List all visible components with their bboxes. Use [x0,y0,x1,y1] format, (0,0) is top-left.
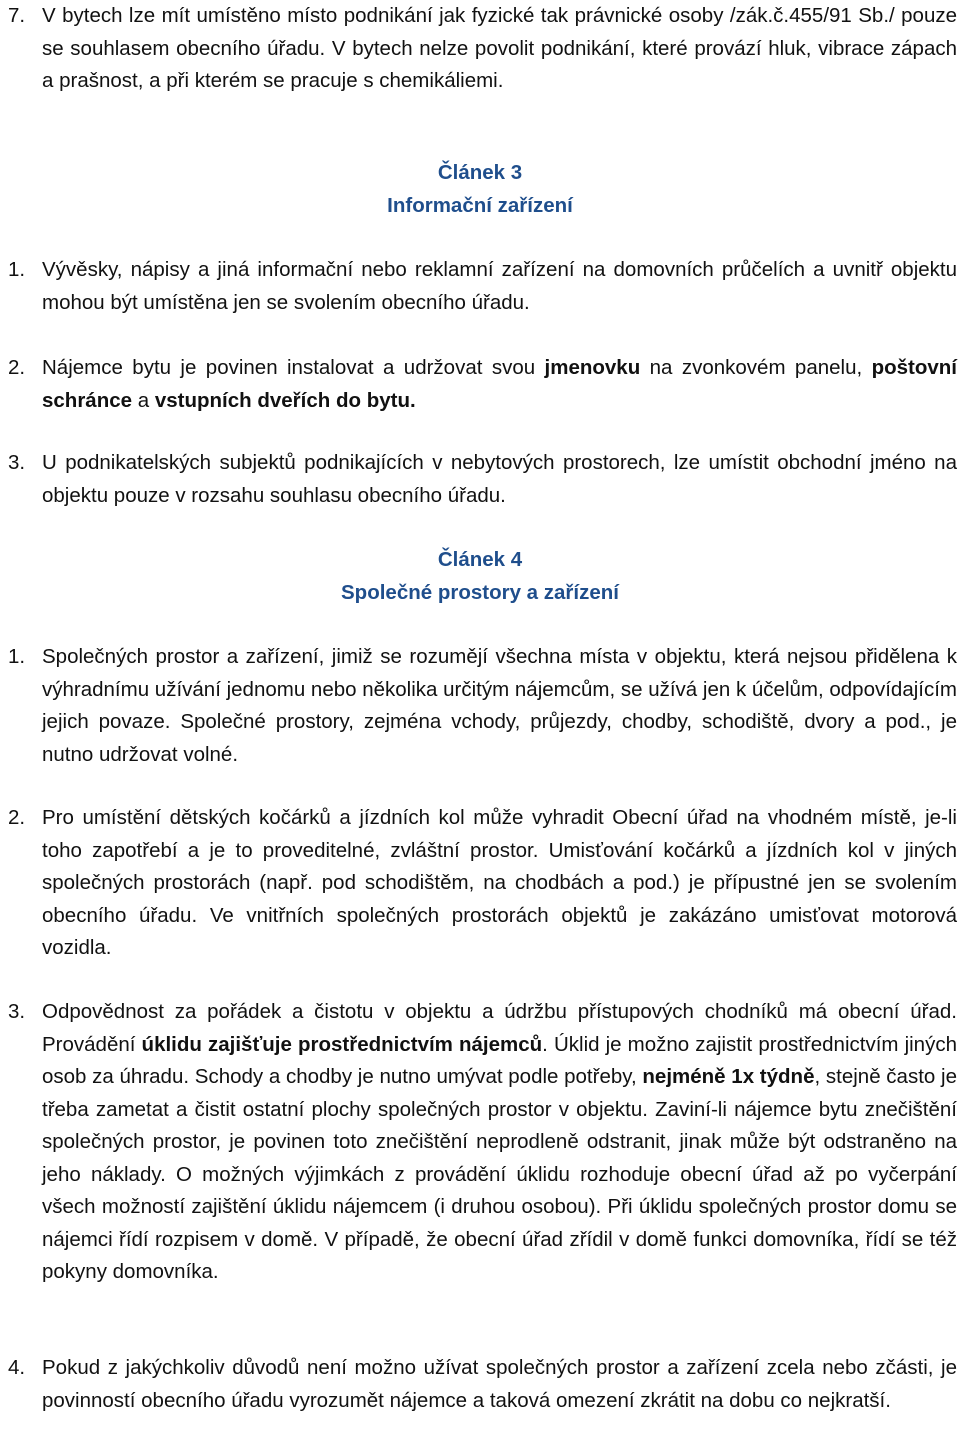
article-3-subtitle: Informační zařízení [387,194,573,217]
article-4-paragraph-2 [8,802,957,965]
text-run: na zvonkovém panelu, [640,356,872,379]
bold-text: nejméně 1x týdně [642,1065,815,1088]
article-3-paragraph-2 [8,352,957,417]
paragraph-number: 1. [8,645,26,668]
bold-text: jmenovku [544,356,641,379]
paragraph-number: 2. [8,356,26,379]
paragraph-number: 3. [8,1000,26,1023]
text-run: a [132,388,155,412]
article-4-paragraph-4 [8,1352,957,1417]
paragraph-number: 4. [8,1356,26,1379]
paragraph-number: 2. [8,806,26,829]
bold-text: poštovní schránce [42,356,957,412]
paragraph-text: Společných prostor a zařízení, jimiž se rozumějí všechna místa v objektu, která nejsou přidělena k výhradnímu užívání jednomu nebo několika určitým nájemcům, se užívá jen k účelům, odpovídajícím jejich povaze. Společné prostory, zejména vchody, průjezdy, chodby, schodiště, dvory a pod., je nutno udržovat volné. [42,645,957,766]
bold-text: úklidu zajišťuje prostřednictvím nájemců [141,1032,543,1056]
text-run: Odpovědnost za pořádek a čistotu v objektu a údržbu přístupových chodníků má obecní úřad. Provádění [42,1000,957,1056]
paragraph-text: U podnikatelských subjektů podnikajících v nebytových prostorech, lze umístit obchodní jméno na objektu pouze v rozsahu souhlasu obecního úřadu. [42,451,957,507]
text-run: Nájemce bytu je povinen instalovat a udržovat svou [42,356,545,379]
paragraph-number: 3. [8,451,26,474]
paragraph-number: 1. [8,258,26,281]
article-3-title: Článek 3 [437,161,523,184]
paragraph-text: Pokud z jakýchkoliv důvodů není možno užívat společných prostor a zařízení zcela nebo zčásti, je povinností obecního úřadu vyrozumět nájemce a taková omezení zkrátit na dobu co nejkratší. [42,1356,957,1412]
paragraph-7 [8,0,957,98]
paragraph-number: 7. [8,4,26,27]
paragraph-text: Vývěsky, nápisy a jiná informační nebo reklamní zařízení na domovních průčelích a uvnitř objektu mohou být umístěna jen se svolením obecního úřadu. [42,258,957,314]
paragraph-text [42,996,957,1289]
article-4-subtitle: Společné prostory a zařízení [341,581,619,604]
paragraph-text: Pro umístění dětských kočárků a jízdních kol může vyhradit Obecní úřad na vhodném místě, je-li toho zapotřebí a je to proveditelné, zvláštní prostor. Umisťování kočárků a jízdních kol v jiných společných prostorách (např. pod schodištěm, na chodbách a pod.) je přípustné jen se svolením obecního úřadu. Ve vnitřních společných prostorách objektů je zakázáno umisťovat motorová vozidla. [42,806,957,959]
text-run: . Úklid je možno zajistit prostřednictvím jiných osob za úhradu. Schody a chodby je nutno umývat podle potřeby, [42,1032,957,1088]
paragraph-text: V bytech lze mít umístěno místo podnikání jak fyzické tak právnické osoby /zák.č.455/91 Sb./ pouze se souhlasem obecního úřadu. V bytech nelze povolit podnikání, které provází hluk, vibrace zápach a prašnost, a při kterém se pracuje s chemikáliemi. [42,4,957,92]
article-4-paragraph-1 [8,641,957,771]
bold-text: vstupních dveřích do bytu. [154,388,416,412]
text-run: , stejně často je třeba zametat a čistit ostatní plochy společných prostor v objektu. Zaviní-li nájemce bytu znečištění společných prostor, je povinen toto znečištění neprodleně odstranit, jinak může být odstraněno na jeho náklady. O možných výjimkách z provádění úklidu rozhoduje obecní úřad až po vyčerpání všech možností zajištění úklidu nájemcem (i druhou osobou). Při úklidu společných prostor domu se nájemci řídí rozpisem v domě. V případě, že obecní úřad zřídil v domě funkci domovníka, řídí se též pokyny domovníka. [42,1065,957,1283]
article-3-paragraph-1 [8,254,957,319]
article-3-paragraph-3 [8,447,957,512]
paragraph-text [42,352,957,417]
article-4-paragraph-3 [8,996,957,1289]
article-4-title: Článek 4 [437,548,523,571]
